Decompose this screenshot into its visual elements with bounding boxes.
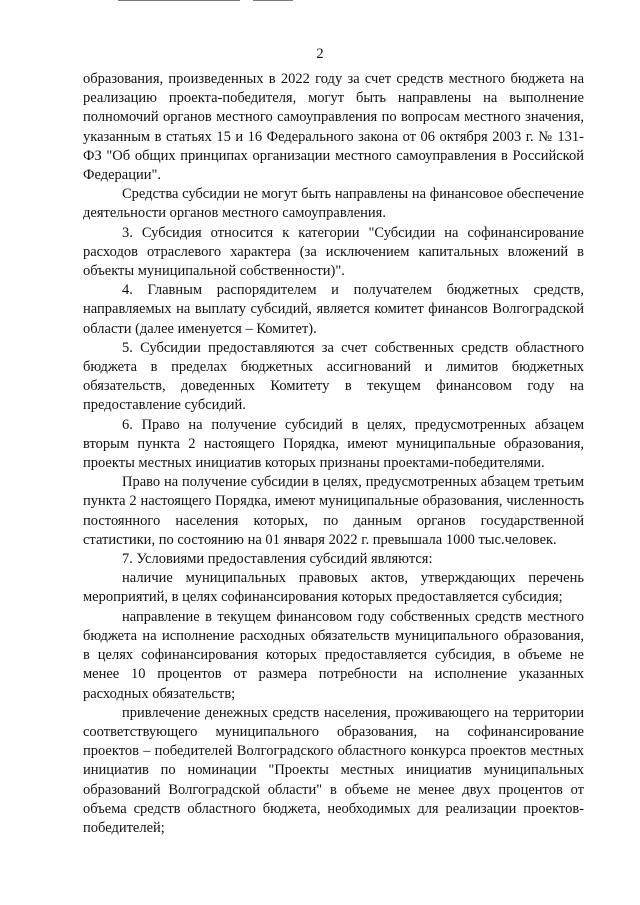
paragraph-condition-legal-acts: наличие муниципальных правовых актов, утверждающих перечень мероприятий, в целях софинансирования которых предоставляется субсидия; — [83, 570, 584, 606]
top-rule-left — [118, 0, 240, 1]
paragraph-item-3: 3. Субсидия относится к категории "Субсидии на софинансирование расходов отраслевого характера (за исключением капитальных вложений в объекты муниципальной собственности)". — [83, 224, 584, 280]
paragraph-subsidy-restriction: Средства субсидии не могут быть направлены на финансовое обеспечение деятельности органов местного самоуправления. — [83, 186, 584, 222]
paragraph-continuation: образования, произведенных в 2022 году за счет средств местного бюджета на реализацию проекта-победителя, могут быть направлены на выполнение полномочий органов местного самоуправления по вопросам местного значения, указанным в статьях 15 и 16 Федерального закона от 06 октября 2003 г. № 131-ФЗ "Об общих принципах организации местного самоуправления в Российской Федерации". — [83, 71, 584, 184]
paragraph-item-4: 4. Главным распорядителем и получателем бюджетных средств, направляемых на выплату субсидий, является комитет финансов Волгоградской области (далее именуется – Комитет). — [83, 282, 584, 337]
paragraph-item-7: 7. Условиями предоставления субсидий являются: — [122, 551, 433, 568]
top-rule-right — [253, 0, 293, 1]
paragraph-item-6-right: Право на получение субсидии в целях, предусмотренных абзацем третьим пункта 2 настоящего Порядка, имеют муниципальные образования, численность постоянного населения которых, по данным органов государственной статистики, по состоянию на 01 января 2022 г. превышала 1000 тыс.человек. — [83, 474, 584, 548]
page-number: 2 — [316, 46, 324, 62]
paragraph-condition-local-funds: направление в текущем финансовом году собственных средств местного бюджета на исполнение расходных обязательств муниципального образования, в целях софинансирования которых предоставляется субсидия, в объеме не менее 10 процентов от размера потребности на исполнение указанных расходных обязательств; — [83, 608, 584, 702]
paragraph-item-5: 5. Субсидии предоставляются за счет собственных средств областного бюджета в пределах бюджетных ассигнований и лимитов бюджетных обязательств, доведенных Комитету в текущем финансовом году на предоставление субсидий. — [83, 339, 584, 414]
paragraph-condition-population-funds: привлечение денежных средств населения, проживающего на территории соответствующего муниципального образования, на софинансирование проектов – победителей Волгоградского областного конкурса проектов местных инициатив по номинации "Проекты местных инициатив муниципальных образований Волгоградской области" в объеме не менее двух процентов от объема средств областного бюджета, необходимых для реализации проектов-победителей; — [83, 704, 584, 836]
document-body — [83, 70, 584, 838]
paragraph-item-6: 6. Право на получение субсидий в целях, предусмотренных абзацем вторым пункта 2 настоящего Порядка, имеют муниципальные образования, проекты местных инициатив которых признаны проектами-победителями. — [83, 416, 584, 472]
